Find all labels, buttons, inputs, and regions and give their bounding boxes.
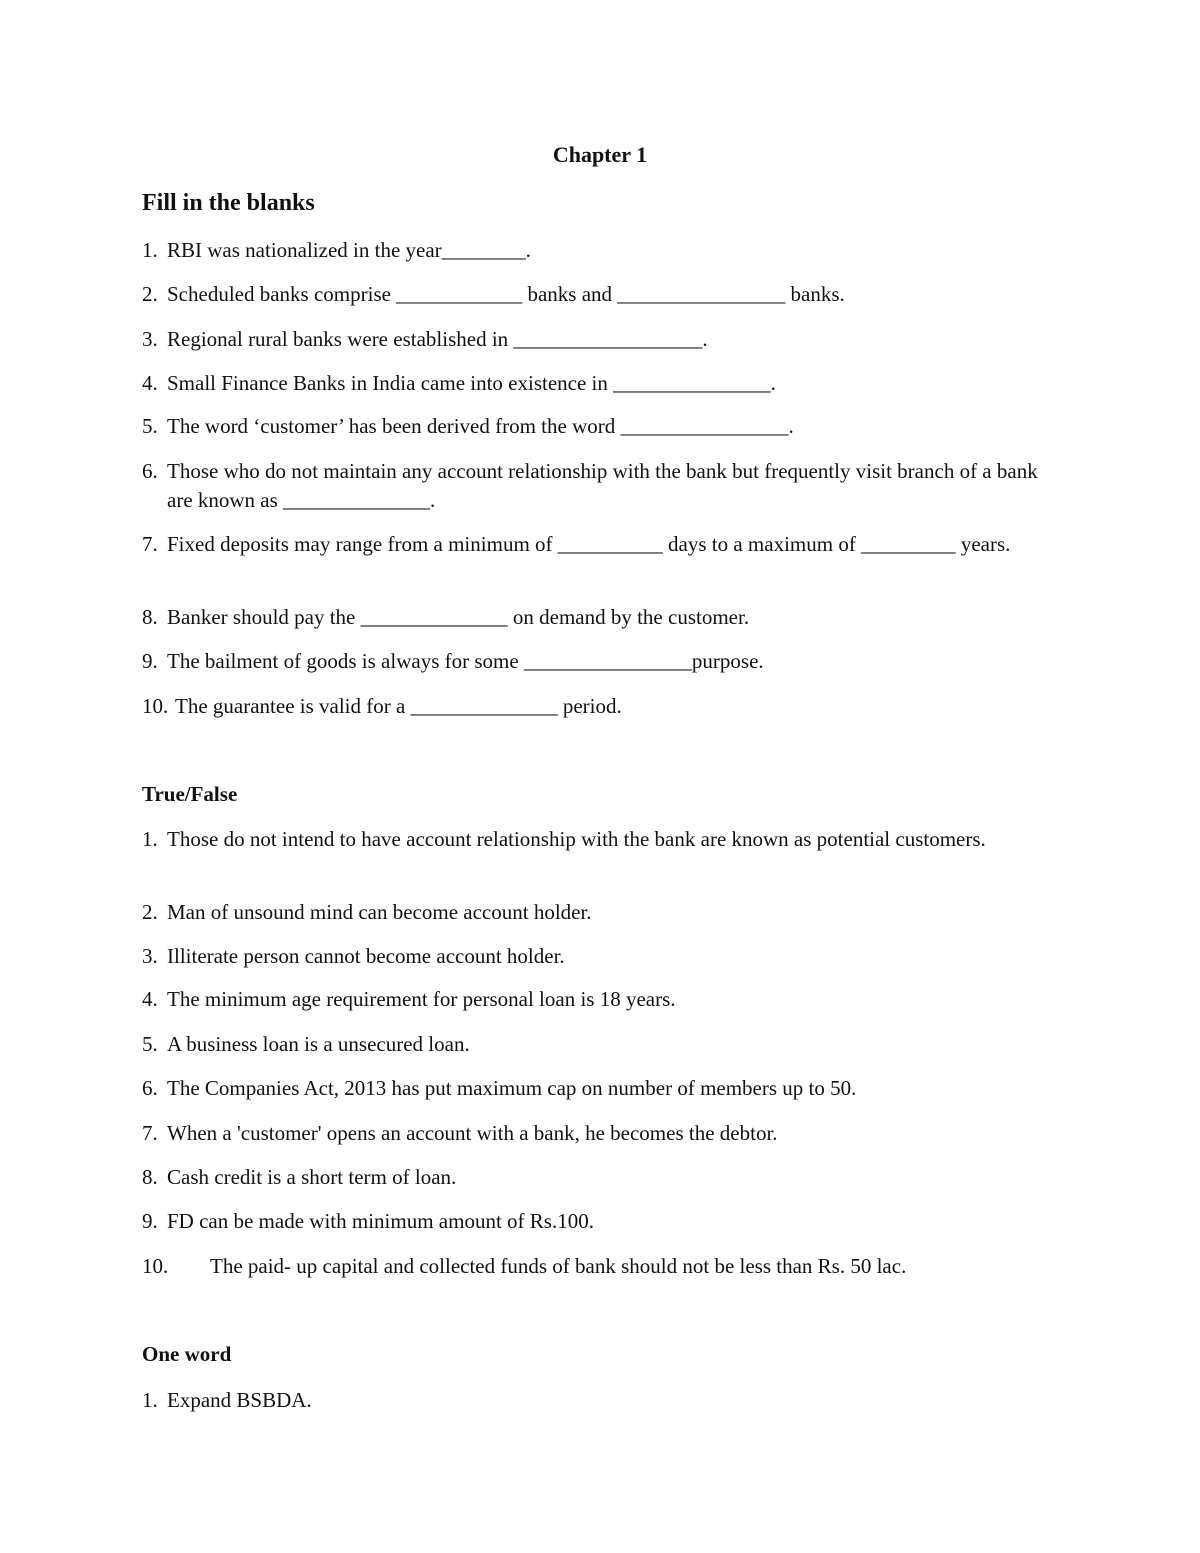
- item-number: 1.: [142, 1388, 158, 1412]
- item-text: The Companies Act, 2013 has put maximum cap on number of members up to 50.: [167, 1076, 857, 1100]
- item-number: 6.: [142, 459, 158, 483]
- chapter-title: Chapter 1: [552, 142, 648, 167]
- item-number: 7.: [142, 532, 158, 556]
- item-number: 10.: [142, 694, 169, 718]
- section-heading-fill: Fill in the blanks: [142, 190, 315, 216]
- item-text: Expand BSBDA.: [167, 1388, 312, 1412]
- item-text: The minimum age requirement for personal loan is 18 years.: [167, 987, 676, 1011]
- item-text: Illiterate person cannot become account holder.: [167, 944, 565, 968]
- item-text: Regional rural banks were established in __________________.: [167, 327, 708, 351]
- item-number: 8.: [142, 1165, 158, 1189]
- item-text: Fixed deposits may range from a minimum of __________ days to a maximum of _________ years.: [167, 532, 1011, 556]
- item-text: The word ‘customer’ has been derived from the word ________________.: [167, 414, 794, 438]
- item-number: 3.: [142, 327, 158, 351]
- item-text: Man of unsound mind can become account holder.: [167, 900, 592, 924]
- item-text: Cash credit is a short term of loan.: [167, 1165, 457, 1189]
- section-heading-oneword: One word: [142, 1342, 232, 1366]
- item-text: Scheduled banks comprise ____________ banks and ________________ banks.: [167, 282, 845, 306]
- item-text: A business loan is a unsecured loan.: [167, 1032, 470, 1056]
- item-number: 10.: [142, 1254, 169, 1278]
- item-text: When a 'customer' opens an account with a bank, he becomes the debtor.: [167, 1121, 778, 1145]
- item-number: 3.: [142, 944, 158, 968]
- item-text: The guarantee is valid for a ______________ period.: [175, 694, 622, 718]
- item-text: The paid- up capital and collected funds of bank should not be less than Rs. 50 lac.: [210, 1254, 907, 1278]
- item-number: 9.: [142, 649, 158, 673]
- item-number: 4.: [142, 987, 158, 1011]
- section-heading-truefalse: True/False: [142, 782, 238, 806]
- item-text: Those do not intend to have account relationship with the bank are known as potential customers.: [167, 827, 986, 851]
- item-text: RBI was nationalized in the year________.: [167, 238, 531, 262]
- item-number: 2.: [142, 282, 158, 306]
- item-number: 9.: [142, 1209, 158, 1233]
- item-number: 2.: [142, 900, 158, 924]
- item-text: Banker should pay the ______________ on demand by the customer.: [167, 605, 750, 629]
- item-text: Small Finance Banks in India came into existence in _______________.: [167, 371, 776, 395]
- item-number: 8.: [142, 605, 158, 629]
- item-number: 4.: [142, 371, 158, 395]
- item-text: FD can be made with minimum amount of Rs.100.: [167, 1209, 594, 1233]
- item-number: 1.: [142, 827, 158, 851]
- item-text: The bailment of goods is always for some ________________purpose.: [167, 649, 764, 673]
- item-number: 6.: [142, 1076, 158, 1100]
- item-number: 7.: [142, 1121, 158, 1145]
- item-text: Those who do not maintain any account relationship with the bank but frequently visit branch of a bank are known as ______________.: [167, 459, 1038, 512]
- item-number: 5.: [142, 1032, 158, 1056]
- item-number: 5.: [142, 414, 158, 438]
- item-number: 1.: [142, 238, 158, 262]
